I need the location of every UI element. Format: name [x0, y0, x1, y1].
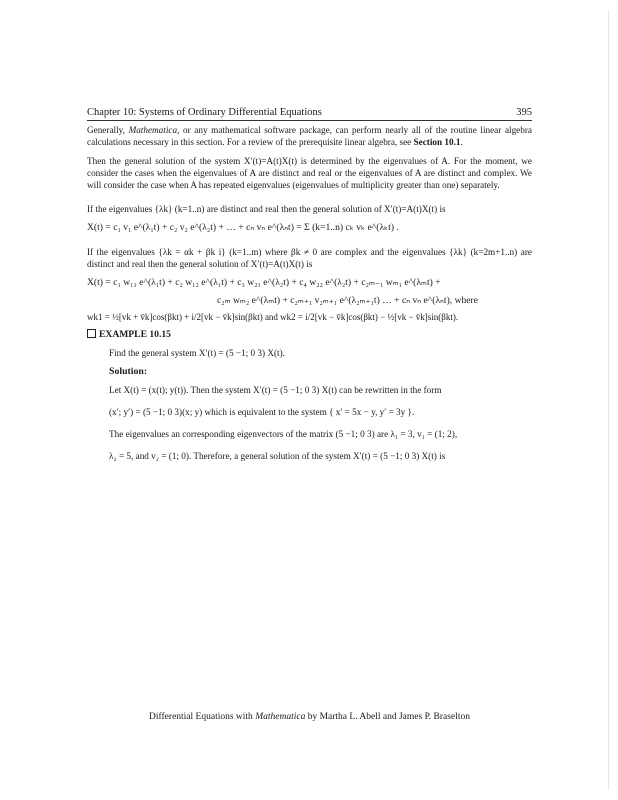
example-title: EXAMPLE 10.15: [99, 329, 171, 340]
solution-line-4: λ₂ = 5, and v₂ = (1; 0). Therefore, a general solution of the system X′(t) = (5 −1; 0 3) X(t) is: [109, 451, 446, 461]
page-body: [87, 124, 532, 469]
general-solution-paragraph: Then the general solution of the system X′(t)=A(t)X(t) is determined by the eigenvalues of A. For the moment, we consider the cases when the eigenvalues of A are distinct and real or the eigenvalues of A are distinct and complex. We will consider the case when A has repeated eigenvalues (eigenvalues of multiplicity greater than one) separately.: [87, 156, 532, 190]
solution-line-3: The eigenvalues an corresponding eigenvectors of the matrix (5 −1; 0 3) are λ₁ = 3, v₁ = (1; 2),: [109, 429, 458, 439]
solution-label: Solution:: [109, 366, 148, 377]
chapter-title: Chapter 10: Systems of Ordinary Differential Equations: [87, 107, 322, 118]
intro-paragraph: [87, 124, 532, 148]
section-reference: Section 10.1: [413, 137, 461, 147]
intro-text-b: , or any mathematical software package, can perform nearly all of the routine linear algebra calculations necessary in this section. For a review of the prerequisite linear algebra, see: [87, 125, 532, 147]
solution-line-2: (x′; y′) = (5 −1; 0 3)(x; y) which is equivalent to the system { x′ = 5x − y, y′ = 3y }.: [109, 407, 415, 417]
example-task: Find the general system X′(t) = (5 −1; 0 3) X(t).: [109, 348, 285, 358]
intro-text-a: Generally,: [87, 125, 129, 135]
footer-mathematica: Mathematica: [255, 712, 306, 722]
complex-equation-line-3: wk1 = ½[vk + v̄k]cos(βkt) + i/2[vk − v̄k]sin(βkt) and wk2 = i/2[vk − v̄k]cos(βkt) − ½[vk − v̄k]sin(βkt).: [87, 312, 459, 322]
checkbox-square-icon: [87, 329, 96, 338]
footer-text-a: Differential Equations with: [149, 712, 256, 722]
page-header: [87, 107, 532, 121]
complex-equation-line-2: c₂ₘ wₘ₂ e^(λₘt) + c₂ₘ₊₁ v₂ₘ₊₁ e^(λ₂ₘ₊₁t) … + cₙ vₙ e^(λₙt), where: [217, 295, 479, 306]
complex-equation-line-1: X(t) = c₁ w₁₁ e^(λ₁t) + c₂ w₁₂ e^(λ₁t) + c₃ w₂₁ e^(λ₂t) + c₄ w₂₂ e^(λ₂t) + c₂ₘ₋₁ wₘ₁ e^(λₘt) +: [87, 277, 441, 288]
real-case-lead: If the eigenvalues {λk} (k=1..n) are distinct and real then the general solution of X′(t)=A(t)X(t) is: [87, 204, 446, 214]
page-edge-rule: [608, 10, 609, 790]
intro-mathematica: Mathematica: [128, 125, 178, 135]
complex-case-lead: If the eigenvalues {λk = αk + βk i} (k=1..m) where βk ≠ 0 are complex and the eigenvalues {λk} (k=2m+1..n) are distinct and real then the general solution of X′(t)=A(t)X(t) is: [87, 247, 532, 269]
real-case-equation: X(t) = c₁ v₁ e^(λ₁t) + c₂ v₂ e^(λ₂t) + … + cₙ vₙ e^(λₙt) = Σ (k=1..n) cₖ vₖ e^(λₖt) .: [87, 222, 399, 233]
intro-text-c: .: [460, 137, 463, 147]
example-heading: [87, 329, 532, 341]
solution-line-1: Let X(t) = (x(t); y(t)). Then the system X′(t) = (5 −1; 0 3) X(t) can be rewritten in the form: [109, 385, 442, 395]
footer-text-b: by Martha L. Abell and James P. Braselton: [305, 712, 470, 722]
page-footer: [87, 712, 532, 722]
page-number: 395: [516, 107, 532, 118]
